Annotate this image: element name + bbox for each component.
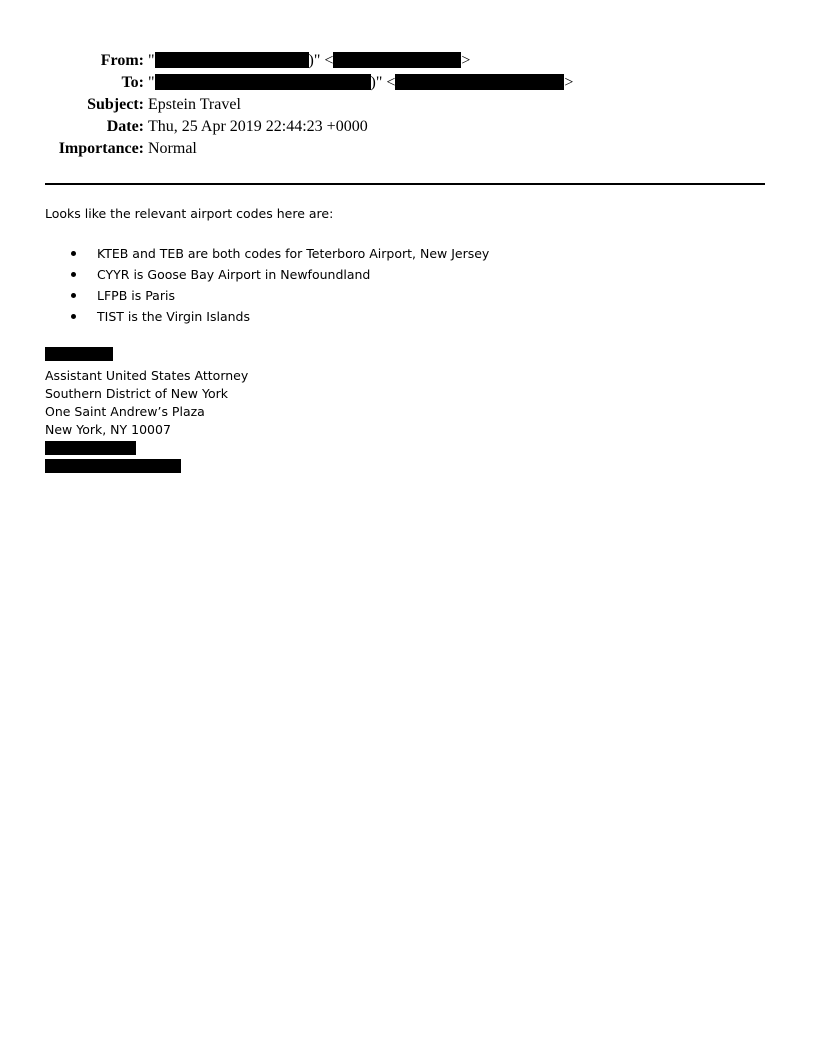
header-divider bbox=[45, 183, 765, 185]
importance-row bbox=[0, 140, 816, 162]
list-item bbox=[45, 285, 765, 306]
signature-street: One Saint Andrew’s Plaza bbox=[45, 404, 205, 419]
redaction-block bbox=[45, 459, 181, 473]
signature-city: New York, NY 10007 bbox=[45, 422, 171, 437]
signature-office: Southern District of New York bbox=[45, 386, 228, 401]
list-item bbox=[45, 243, 765, 264]
to-close: > bbox=[564, 74, 574, 91]
to-row bbox=[0, 74, 816, 96]
to-label: To: bbox=[121, 74, 144, 91]
bullet-icon bbox=[71, 314, 76, 319]
list-item-text: TIST is the Virgin Islands bbox=[97, 309, 250, 324]
redaction-block bbox=[395, 74, 564, 90]
list-item-text: LFPB is Paris bbox=[97, 288, 175, 303]
importance-label: Importance: bbox=[58, 140, 144, 157]
from-row bbox=[0, 52, 816, 74]
redaction-block bbox=[333, 52, 461, 68]
list-item-text: KTEB and TEB are both codes for Teterboro Airport, New Jersey bbox=[97, 246, 490, 261]
bullet-icon bbox=[71, 293, 76, 298]
subject-value: Epstein Travel bbox=[148, 96, 241, 113]
email-header bbox=[0, 52, 816, 162]
list-item bbox=[45, 306, 765, 327]
redaction-block bbox=[155, 74, 371, 90]
subject-label: Subject: bbox=[87, 96, 144, 113]
list-item bbox=[45, 264, 765, 285]
redaction-block bbox=[155, 52, 309, 68]
redaction-block bbox=[45, 441, 136, 455]
intro-text: Looks like the relevant airport codes here are: bbox=[45, 206, 334, 221]
redaction-block bbox=[45, 347, 113, 361]
date-row bbox=[0, 118, 816, 140]
importance-value: Normal bbox=[148, 140, 197, 157]
airport-code-list bbox=[45, 243, 765, 327]
from-value bbox=[148, 52, 470, 70]
subject-row bbox=[0, 96, 816, 118]
date-label: Date: bbox=[106, 118, 144, 135]
from-label: From: bbox=[100, 52, 144, 69]
from-open-quote: " bbox=[148, 52, 155, 69]
to-open-quote: " bbox=[148, 74, 155, 91]
to-value bbox=[148, 74, 573, 92]
from-mid: )" < bbox=[308, 52, 334, 69]
signature-block bbox=[45, 347, 765, 473]
date-value: Thu, 25 Apr 2019 22:44:23 +0000 bbox=[148, 118, 368, 135]
bullet-icon bbox=[71, 251, 76, 256]
signature-title: Assistant United States Attorney bbox=[45, 368, 249, 383]
list-item-text: CYYR is Goose Bay Airport in Newfoundland bbox=[97, 267, 371, 282]
from-close: > bbox=[461, 52, 471, 69]
to-mid: )" < bbox=[370, 74, 396, 91]
bullet-icon bbox=[71, 272, 76, 277]
email-body bbox=[45, 205, 765, 473]
